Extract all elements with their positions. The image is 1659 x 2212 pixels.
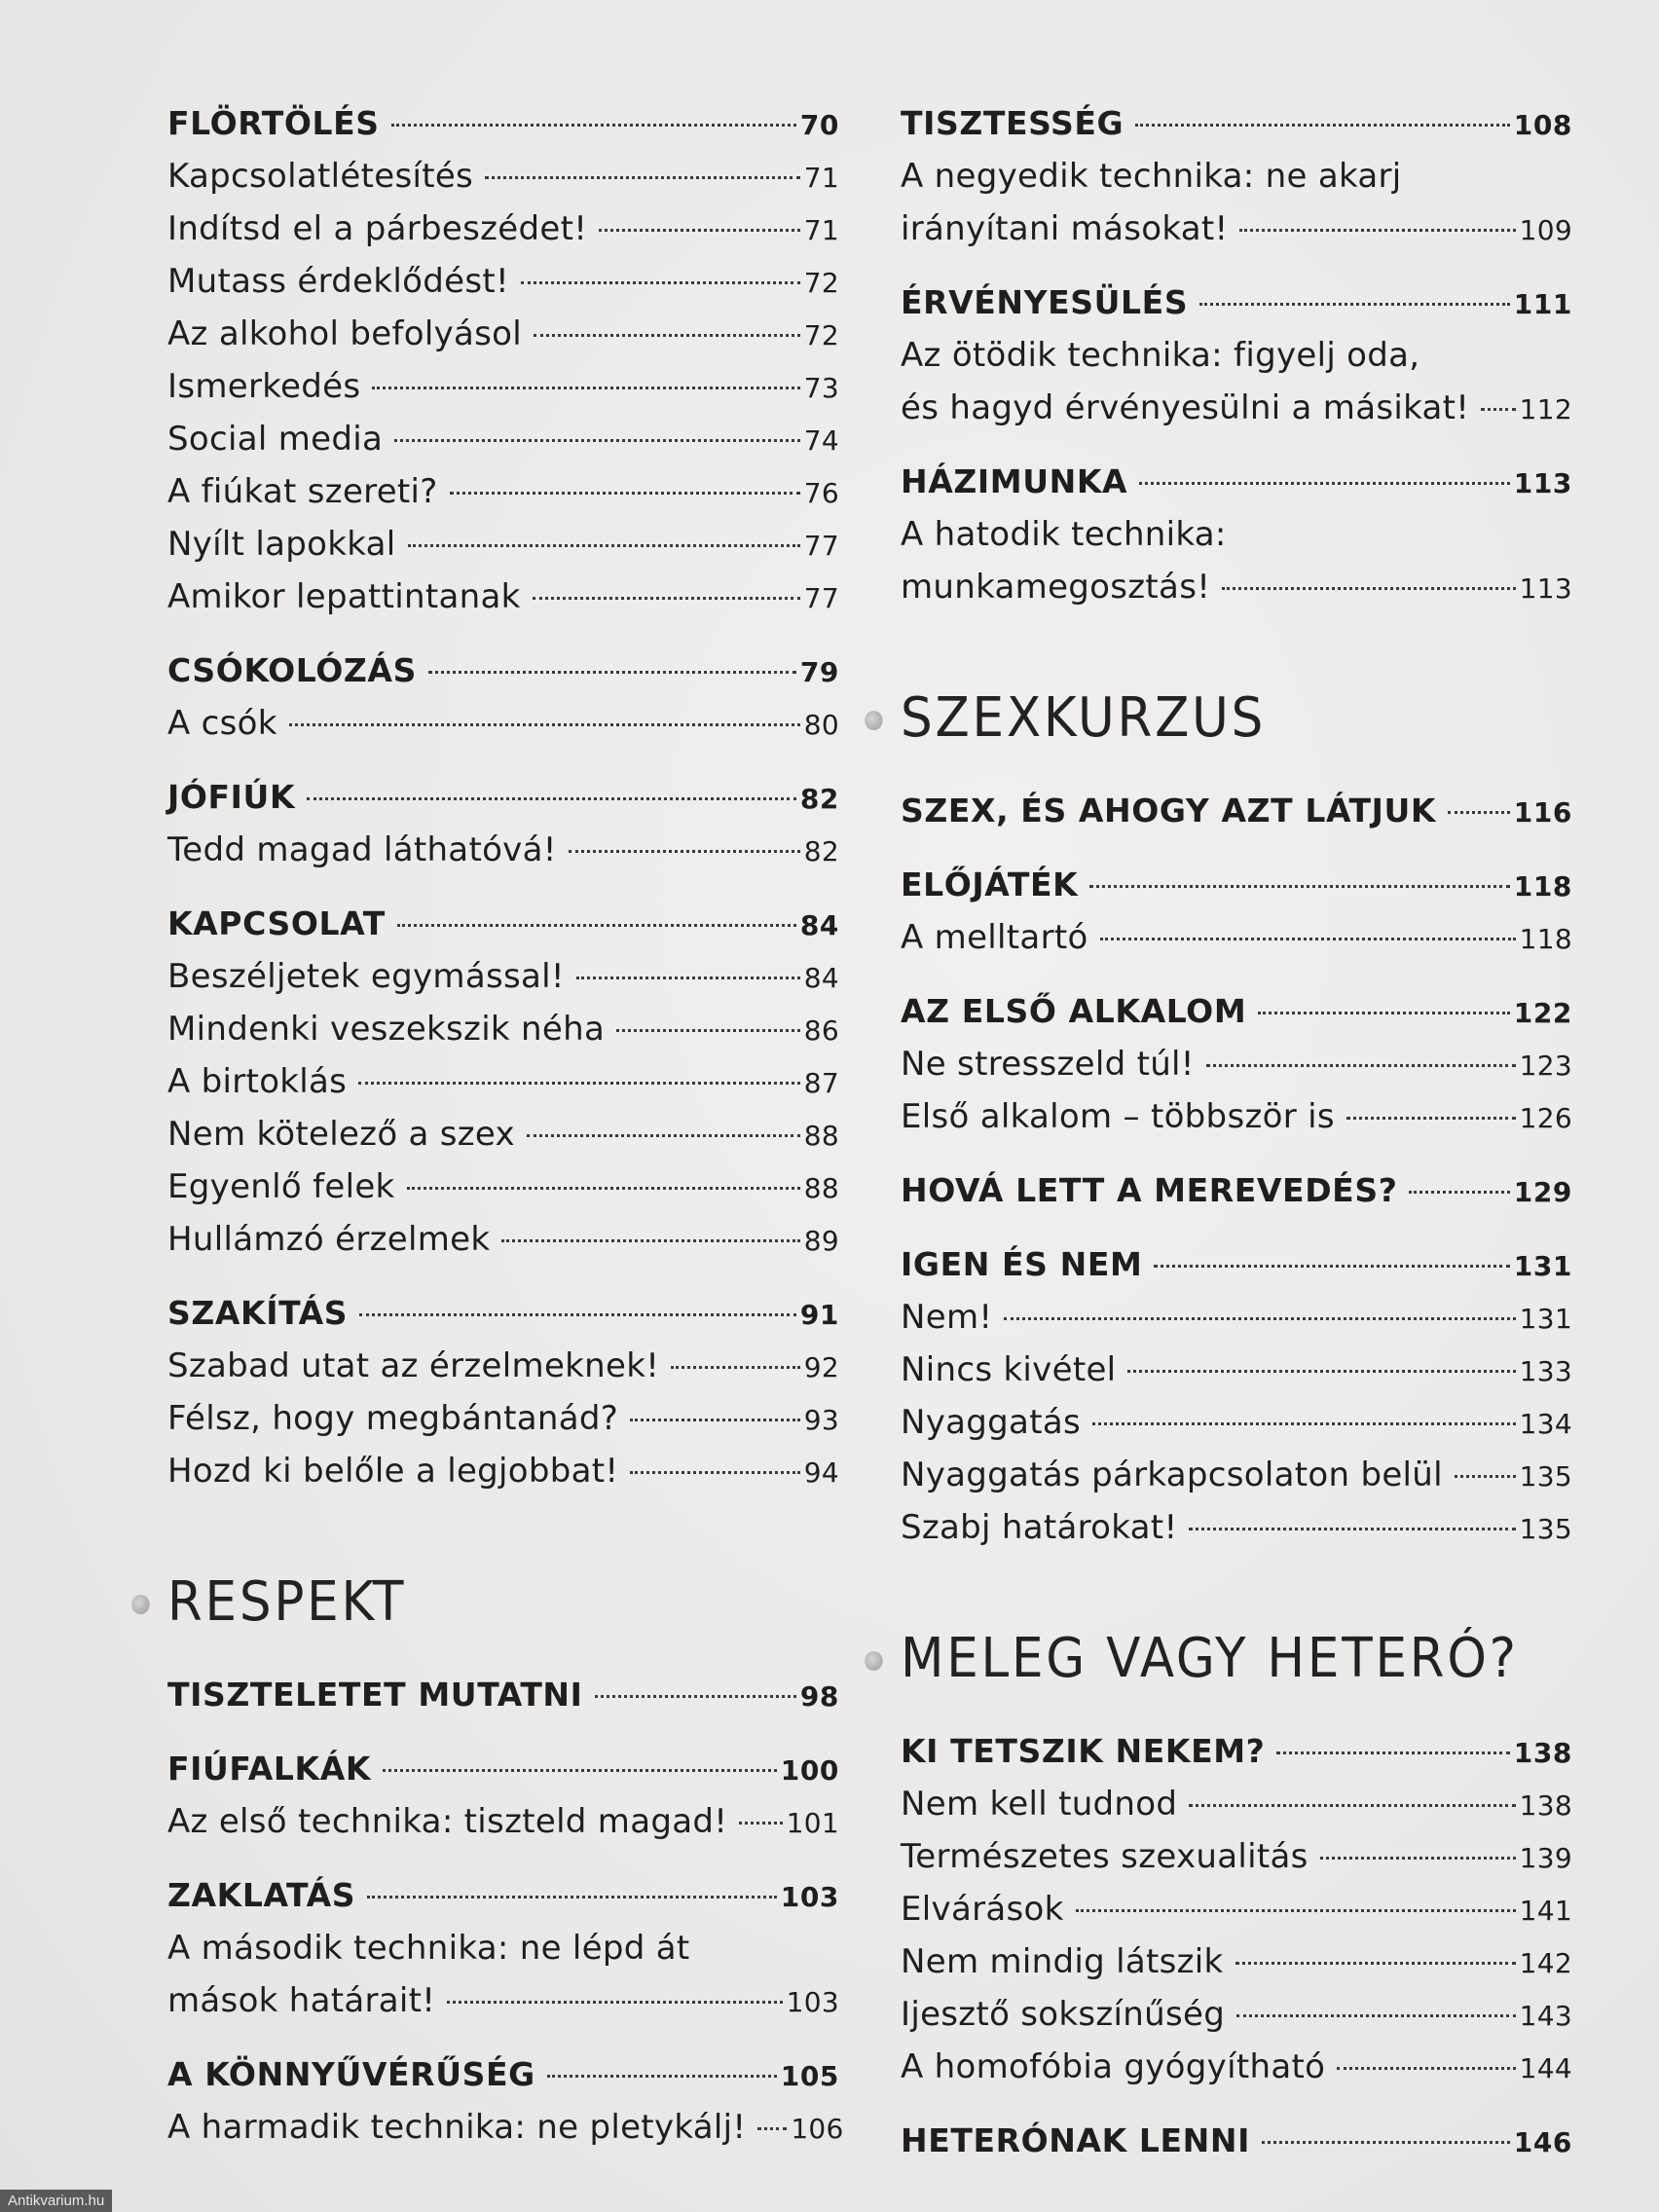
dot-leader: [630, 1419, 800, 1421]
toc-entry: [167, 413, 839, 465]
toc-entry: [167, 2101, 844, 2154]
dot-leader: [1199, 303, 1510, 306]
entry-title: Kapcsolatlétesítés: [167, 157, 474, 196]
dot-leader: [671, 1366, 800, 1369]
dot-leader: [595, 1695, 796, 1698]
toc-entry: [167, 1003, 839, 1055]
entry-title: A hatodik technika:: [901, 515, 1227, 554]
dot-leader: [397, 924, 796, 927]
dot-leader: [391, 124, 796, 127]
page-number: 84: [803, 962, 839, 994]
entry-title: HETERÓNAK LENNI: [901, 2121, 1250, 2159]
page-number: 88: [803, 1172, 839, 1204]
entry-title: Szabj határokat!: [901, 1508, 1178, 1547]
toc-entry: [167, 1922, 839, 1974]
page-number: 89: [803, 1225, 839, 1257]
bullet-icon: [865, 1651, 882, 1671]
dot-leader: [1320, 1857, 1516, 1860]
spacer: [901, 2093, 1572, 2115]
page-number: 93: [803, 1404, 839, 1436]
toc-entry: [167, 1108, 839, 1161]
dot-leader: [1409, 1191, 1509, 1194]
dot-leader: [1206, 1064, 1516, 1067]
dot-leader: [307, 797, 796, 800]
toc-chapter: [901, 1725, 1572, 1778]
toc-entry: [901, 508, 1572, 561]
page-number: 146: [1513, 2126, 1572, 2158]
page-number: 133: [1519, 1355, 1572, 1387]
toc-entry: [167, 1340, 839, 1392]
entry-title: Természetes szexualitás: [901, 1837, 1309, 1876]
toc-entry: [167, 360, 839, 413]
section-title: [901, 1614, 1519, 1704]
page-number: 98: [799, 1680, 839, 1713]
dot-leader: [1258, 1012, 1509, 1014]
toc-entry: [901, 1090, 1572, 1143]
toc-entry: [901, 382, 1572, 434]
spacer: [901, 1704, 1572, 1725]
page-number: 139: [1519, 1842, 1572, 1874]
entry-title: Egyenlő felek: [167, 1167, 395, 1206]
page-number: 76: [803, 477, 839, 509]
toc-entry: [901, 150, 1572, 203]
entry-title: Mutass érdeklődést!: [167, 262, 509, 301]
section-title-text: MELEG VAGY HETERÓ?: [901, 1627, 1519, 1690]
dot-leader: [1189, 1804, 1515, 1807]
toc-chapter: [901, 2115, 1572, 2167]
toc-entry: [901, 1038, 1572, 1090]
dot-leader: [447, 2001, 782, 2004]
section-title-text: SZEXKURZUS: [901, 686, 1267, 750]
dot-leader: [757, 2127, 787, 2130]
page-number: 100: [780, 1754, 839, 1787]
toc-chapter: [901, 1238, 1572, 1291]
dot-leader: [485, 176, 800, 179]
dot-leader: [450, 492, 800, 495]
dot-leader: [1276, 1751, 1509, 1754]
spacer: [167, 1647, 839, 1669]
page-number: 141: [1519, 1895, 1572, 1927]
entry-title: Ismerkedés: [167, 367, 361, 406]
page-number: 82: [803, 835, 839, 867]
entry-title: Nem kötelező a szex: [167, 1115, 515, 1154]
entry-title: HÁZIMUNKA: [901, 462, 1128, 500]
section-title-text: RESPEKT: [167, 1570, 407, 1634]
entry-title: SZEX, ÉS AHOGY AZT LÁTJUK: [901, 792, 1437, 830]
page-number: 143: [1519, 2000, 1572, 2032]
dot-leader: [1100, 938, 1516, 940]
spacer: [901, 255, 1572, 276]
toc-chapter: [167, 1287, 839, 1340]
entry-title: A homofóbia gyógyítható: [901, 2047, 1326, 2086]
page-number: 72: [803, 267, 839, 299]
toc-chapter: [167, 771, 839, 824]
toc-chapter: [901, 859, 1572, 911]
dot-leader: [1092, 1422, 1516, 1425]
spacer: [901, 1554, 1572, 1614]
toc-chapter: [167, 1869, 839, 1922]
dot-leader: [1455, 1475, 1516, 1478]
entry-title: CSÓKOLÓZÁS: [167, 651, 417, 689]
page-number: 103: [786, 1986, 839, 2018]
page-number: 84: [799, 909, 839, 941]
toc-chapter: [167, 1669, 839, 1721]
toc-entry: [167, 1445, 839, 1497]
entry-title: A birtoklás: [167, 1062, 348, 1101]
page-number: 113: [1513, 467, 1572, 499]
entry-title: JÓFIÚK: [167, 778, 296, 816]
dot-leader: [521, 281, 800, 284]
dot-leader: [358, 1082, 800, 1085]
dot-leader: [1262, 2141, 1510, 2144]
page-number: 131: [1513, 1250, 1572, 1282]
entry-title: FIÚFALKÁK: [167, 1750, 372, 1788]
spacer: [167, 750, 839, 771]
dot-leader: [1089, 885, 1509, 888]
entry-title: ZAKLATÁS: [167, 1876, 356, 1914]
entry-title: AZ ELSŐ ALKALOM: [901, 992, 1247, 1030]
spacer: [167, 623, 839, 645]
page-number: 94: [803, 1456, 839, 1489]
page-number: 116: [1513, 796, 1572, 829]
dot-leader: [383, 1769, 777, 1772]
toc-chapter: [167, 97, 839, 150]
page-number: 73: [803, 372, 839, 404]
dot-leader: [547, 2075, 777, 2078]
entry-title: Amikor lepattintanak: [167, 577, 521, 616]
dot-leader: [501, 1239, 799, 1242]
toc-chapter: [901, 985, 1572, 1038]
toc-entry: [901, 1344, 1572, 1396]
spacer: [901, 1143, 1572, 1164]
toc-entry: [167, 1213, 839, 1266]
toc-entry: [901, 1883, 1572, 1936]
entry-title: irányítani másokat!: [901, 209, 1229, 248]
toc-entry: [901, 1936, 1572, 1988]
entry-title: Félsz, hogy megbántanád?: [167, 1399, 619, 1438]
page-number: 144: [1519, 2052, 1572, 2084]
page-number: 129: [1513, 1176, 1572, 1208]
entry-title: Nyílt lapokkal: [167, 525, 396, 564]
toc-entry: [167, 465, 839, 518]
entry-title: TISZTESSÉG: [901, 104, 1124, 142]
dot-leader: [359, 1313, 796, 1316]
page-number: 118: [1513, 870, 1572, 903]
page-number: 106: [791, 2113, 844, 2145]
toc-chapter: [167, 2048, 839, 2101]
page-number: 142: [1519, 1947, 1572, 1979]
page-number: 131: [1519, 1303, 1572, 1335]
page-number: 135: [1519, 1460, 1572, 1493]
toc-entry: [901, 1830, 1572, 1883]
dot-leader: [599, 229, 800, 232]
toc-entry: [901, 1501, 1572, 1554]
page-number: 134: [1519, 1408, 1572, 1440]
page-number: 72: [803, 319, 839, 351]
page-number: 135: [1519, 1513, 1572, 1545]
dot-leader: [1235, 1962, 1516, 1965]
page-number: 70: [799, 109, 839, 141]
page-number: 82: [799, 783, 839, 815]
toc-entry: [901, 1778, 1572, 1830]
page-number: 101: [786, 1807, 839, 1839]
toc-entry: [167, 1161, 839, 1213]
page-number: 74: [803, 424, 839, 457]
page-number: 108: [1513, 109, 1572, 141]
entry-title: Ne stresszeld túl!: [901, 1045, 1195, 1084]
toc-entry: [167, 950, 839, 1003]
toc-entry: [167, 1055, 839, 1108]
toc-column-left: [167, 97, 844, 2154]
dot-leader: [1448, 811, 1510, 814]
spacer: [901, 964, 1572, 985]
spacer: [167, 876, 839, 898]
page-number: 91: [799, 1299, 839, 1331]
entry-title: Nyaggatás: [901, 1403, 1081, 1442]
toc-chapter: [901, 1164, 1572, 1217]
bullet-icon: [131, 1595, 149, 1614]
entry-title: KAPCSOLAT: [167, 904, 386, 942]
entry-title: Nem mindig látszik: [901, 1942, 1224, 1981]
spacer: [901, 763, 1572, 785]
page-number: 105: [780, 2060, 839, 2092]
page-number: 103: [780, 1881, 839, 1913]
dot-leader: [569, 850, 800, 853]
entry-title: A második technika: ne lépd át: [167, 1929, 690, 1968]
dot-leader: [1139, 482, 1510, 485]
dot-leader: [1076, 1909, 1516, 1912]
page-number: 77: [803, 530, 839, 562]
dot-leader: [289, 723, 800, 726]
page-number: 138: [1513, 1737, 1572, 1769]
entry-title: A KÖNNYŰVÉRŰSÉG: [167, 2055, 535, 2093]
toc-chapter: [901, 97, 1572, 150]
page-number: 111: [1513, 288, 1572, 320]
dot-leader: [394, 439, 800, 442]
toc-entry: [167, 518, 839, 571]
entry-title: Első alkalom – többször is: [901, 1097, 1335, 1136]
entry-title: A negyedik technika: ne akarj: [901, 157, 1402, 196]
dot-leader: [533, 597, 800, 600]
dot-leader: [1346, 1117, 1516, 1120]
dot-leader: [1337, 2067, 1515, 2070]
spacer: [901, 1217, 1572, 1238]
dot-leader: [428, 671, 796, 674]
entry-title: Elvárások: [901, 1890, 1064, 1929]
dot-leader: [1481, 408, 1515, 411]
entry-title: A melltartó: [901, 918, 1088, 957]
entry-title: SZAKÍTÁS: [167, 1294, 349, 1332]
bullet-icon: [865, 711, 882, 730]
toc-entry: [167, 697, 839, 750]
page-number: 80: [803, 709, 839, 741]
spacer: [167, 1266, 839, 1287]
page-number: 138: [1519, 1789, 1572, 1822]
toc-column-right: [901, 97, 1572, 2167]
entry-title: és hagyd érvényesülni a másikat!: [901, 388, 1470, 427]
spacer: [901, 434, 1572, 456]
page-number: 113: [1519, 572, 1572, 605]
entry-title: Tedd magad láthatóvá!: [167, 830, 557, 869]
entry-title: mások határait!: [167, 1981, 436, 2020]
toc-entry: [167, 1795, 839, 1848]
dot-leader: [367, 1896, 777, 1899]
dot-leader: [576, 977, 800, 979]
page-number: 71: [803, 214, 839, 246]
page-number: 126: [1519, 1102, 1572, 1134]
entry-title: Az első technika: tiszteld magad!: [167, 1802, 728, 1841]
toc-entry: [901, 2041, 1572, 2093]
dot-leader: [407, 1187, 800, 1190]
entry-title: IGEN ÉS NEM: [901, 1245, 1143, 1283]
toc-chapter: [167, 645, 839, 697]
dot-leader: [616, 1029, 800, 1032]
dot-leader: [1189, 1528, 1515, 1530]
spacer: [167, 1721, 839, 1743]
entry-title: ÉRVÉNYESÜLÉS: [901, 283, 1189, 321]
entry-title: TISZTELETET MUTATNI: [167, 1676, 583, 1714]
entry-title: FLÖRTÖLÉS: [167, 104, 380, 142]
section-title: [901, 674, 1519, 763]
entry-title: Szabad utat az érzelmeknek!: [167, 1346, 660, 1385]
entry-title: A fiúkat szereti?: [167, 472, 438, 511]
page-number: 123: [1519, 1050, 1572, 1082]
spacer: [167, 1848, 839, 1869]
dot-leader: [1236, 2014, 1516, 2017]
dot-leader: [739, 1822, 782, 1825]
entry-title: A harmadik technika: ne pletykálj!: [167, 2108, 747, 2147]
toc-entry: [167, 824, 839, 876]
entry-title: Nem kell tudnod: [901, 1785, 1178, 1824]
page-number: 88: [803, 1120, 839, 1152]
toc-entry: [167, 308, 839, 360]
page-number: 122: [1513, 997, 1572, 1029]
dot-leader: [630, 1471, 799, 1474]
entry-title: Az ötödik technika: figyelj oda,: [901, 336, 1420, 375]
toc-entry: [901, 1449, 1572, 1501]
entry-title: Mindenki veszekszik néha: [167, 1010, 606, 1049]
entry-title: Beszéljetek egymással!: [167, 957, 565, 996]
toc-entry: [901, 561, 1572, 613]
entry-title: HOVÁ LETT A MEREVEDÉS?: [901, 1171, 1398, 1209]
toc-entry: [167, 1974, 839, 2027]
toc-entry: [901, 203, 1572, 255]
entry-title: Hozd ki belőle a legjobbat!: [167, 1452, 619, 1491]
dot-leader: [1004, 1317, 1515, 1320]
dot-leader: [1127, 1370, 1515, 1373]
spacer: [901, 837, 1572, 859]
toc-chapter: [167, 898, 839, 950]
spacer: [167, 2027, 839, 2048]
toc-entry: [901, 329, 1572, 382]
dot-leader: [1222, 587, 1516, 590]
toc-entry: [167, 255, 839, 308]
toc-entry: [901, 1291, 1572, 1344]
entry-title: Indítsd el a párbeszédet!: [167, 209, 588, 248]
toc-entry: [167, 150, 839, 203]
dot-leader: [1154, 1265, 1509, 1268]
toc-entry: [167, 571, 839, 623]
toc-entry: [167, 203, 839, 255]
page-number: 71: [803, 162, 839, 194]
watermark: Antikvarium.hu: [0, 2190, 112, 2212]
entry-title: Nem!: [901, 1298, 993, 1337]
dot-leader: [534, 334, 800, 337]
toc-entry: [901, 1988, 1572, 2041]
entry-title: Nincs kivétel: [901, 1350, 1117, 1389]
entry-title: Az alkohol befolyásol: [167, 314, 523, 353]
toc-chapter: [901, 785, 1572, 837]
entry-title: Hullámzó érzelmek: [167, 1220, 491, 1259]
spacer: [167, 1497, 839, 1558]
section-title: [167, 1558, 786, 1647]
entry-title: munkamegosztás!: [901, 568, 1211, 607]
entry-title: A csók: [167, 704, 277, 743]
toc-entry: [901, 1396, 1572, 1449]
entry-title: KI TETSZIK NEKEM?: [901, 1732, 1266, 1770]
page-number: 118: [1519, 923, 1572, 955]
spacer: [901, 613, 1572, 674]
dot-leader: [372, 387, 799, 389]
page-number: 79: [799, 656, 839, 688]
dot-leader: [1135, 124, 1510, 127]
toc-chapter: [901, 276, 1572, 329]
page-number: 77: [803, 582, 839, 614]
page-number: 92: [803, 1351, 839, 1383]
entry-title: Ijesztő sokszínűség: [901, 1995, 1226, 2034]
toc-chapter: [901, 456, 1572, 508]
entry-title: Nyaggatás párkapcsolaton belül: [901, 1456, 1443, 1494]
page-number: 87: [803, 1067, 839, 1099]
toc-chapter: [167, 1743, 839, 1795]
page-number: 112: [1519, 393, 1572, 425]
dot-leader: [408, 544, 800, 547]
page-number: 86: [803, 1014, 839, 1047]
entry-title: Social media: [167, 420, 384, 459]
toc-entry: [167, 1392, 839, 1445]
toc-entry: [901, 911, 1572, 964]
dot-leader: [1239, 229, 1515, 232]
entry-title: ELŐJÁTÉK: [901, 866, 1079, 903]
page-number: 109: [1519, 214, 1572, 246]
dot-leader: [527, 1134, 800, 1137]
